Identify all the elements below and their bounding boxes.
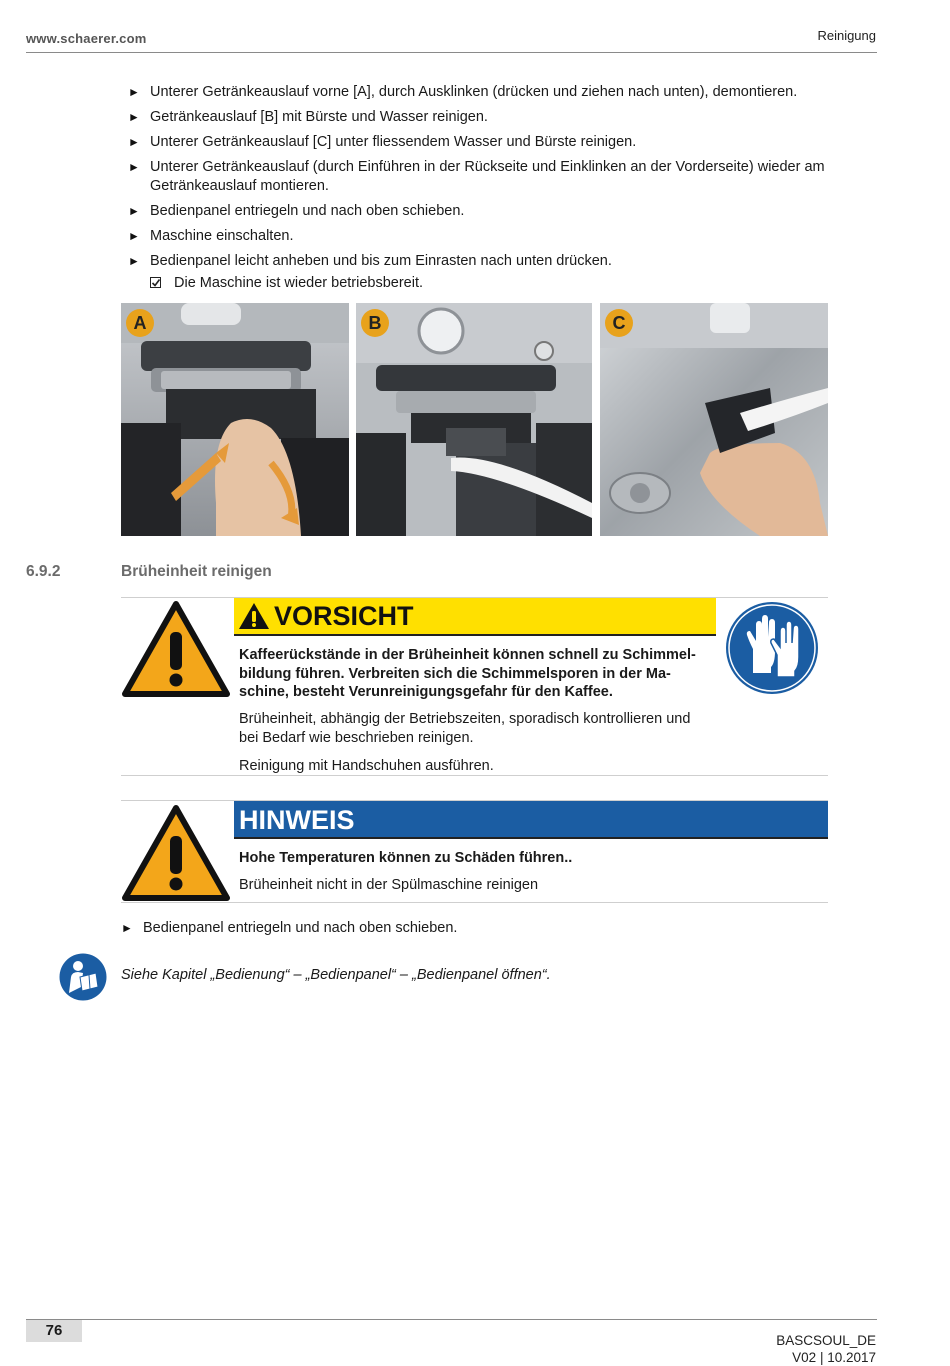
page-number: 76 [26, 1320, 82, 1342]
list-item [128, 227, 873, 246]
caution-bold-line: Kaffeerückstände in der Brüheinheit können schnell zu Schimmel- [239, 647, 696, 663]
arrow-bullet-icon: ► [121, 921, 133, 935]
list-item [128, 158, 873, 195]
arrow-bullet-icon: ► [128, 110, 140, 124]
result-text: Die Maschine ist wieder betriebsbereit. [174, 274, 424, 291]
step-text: Bedienpanel entriegeln und nach oben schieben. [143, 920, 458, 936]
caution-heading: VORSICHT [274, 601, 414, 631]
section-number: 6.9.2 [26, 563, 61, 580]
header-rule [26, 52, 877, 53]
caution-paragraph [239, 710, 719, 747]
caution-header [234, 598, 716, 636]
step-text: Bedienpanel leicht anheben und bis zum Einrasten nach unten drücken. [150, 252, 612, 269]
document-id: BASCSOUL_DE [776, 1333, 876, 1348]
step-list [128, 83, 873, 292]
footer-rule [26, 1319, 877, 1320]
list-item [128, 202, 873, 221]
photo-label-a: A [126, 309, 154, 337]
caution-line: bei Bedarf wie beschrieben reinigen. [239, 729, 474, 746]
notice-text: Brüheinheit nicht in der Spülmaschine reinigen [239, 877, 539, 893]
chapter-title: Reinigung [817, 28, 876, 43]
gloves-icon [725, 601, 819, 700]
step-text: Unterer Getränkeauslauf [C] unter fliessendem Wasser und Bürste reinigen. [150, 134, 637, 150]
step-text: Unterer Getränkeauslauf (durch Einführen in der Rückseite und Einklinken an der Vorderseite) wieder am Getränkeauslauf montieren. [150, 159, 825, 194]
document-version: V02 | 10.2017 [792, 1350, 876, 1365]
result-item [128, 274, 873, 292]
caution-bold-line: schine, besteht Verunreinigungsgefahr für den Kaffee. [239, 684, 613, 700]
warning-triangle-icon [238, 602, 270, 630]
list-item [128, 252, 873, 271]
photo-a [121, 303, 349, 536]
section-title: Brüheinheit reinigen [121, 563, 272, 580]
step-text: Bedienpanel entriegeln und nach oben schieben. [150, 202, 465, 219]
notice-bold-text: Hohe Temperaturen können zu Schäden führen.. [239, 850, 573, 866]
arrow-bullet-icon: ► [128, 135, 140, 149]
caution-gloves-text: Reinigung mit Handschuhen ausführen. [239, 758, 494, 774]
photo-label-b: B [361, 309, 389, 337]
notice-heading: HINWEIS [239, 805, 355, 835]
list-item [128, 108, 873, 127]
website-url: www.schaerer.com [26, 31, 147, 46]
arrow-bullet-icon: ► [128, 253, 140, 268]
manual-reader-icon [59, 953, 107, 1006]
warning-triangle-icon [121, 804, 231, 907]
photo-b [356, 303, 592, 536]
list-item [128, 133, 873, 152]
arrow-bullet-icon: ► [128, 85, 140, 99]
arrow-bullet-icon: ► [128, 228, 140, 243]
caution-bold-line: bildung führen. Verbreiten sich die Schimmelsporen in der Ma- [239, 665, 671, 682]
caution-line: Brüheinheit, abhängig der Betriebszeiten, sporadisch kontrollieren und [239, 711, 691, 727]
photo-label-c: C [605, 309, 633, 337]
notice-bottom-rule [121, 902, 828, 903]
step-text: Maschine einschalten. [150, 227, 294, 244]
photo-c [600, 303, 828, 536]
caution-bottom-rule [121, 775, 828, 776]
warning-triangle-icon [121, 600, 231, 703]
arrow-bullet-icon: ► [128, 160, 140, 174]
chapter-reference: Siehe Kapitel „Bedienung“ – „Bedienpanel“ – „Bedienpanel öffnen“. [121, 967, 551, 983]
arrow-bullet-icon: ► [128, 203, 140, 218]
list-item [121, 919, 821, 938]
notice-header [234, 801, 828, 839]
step-text: Getränkeauslauf [B] mit Bürste und Wasser reinigen. [150, 109, 488, 125]
checkbox-icon [150, 277, 161, 288]
step-text: Unterer Getränkeauslauf vorne [A], durch Ausklinken (drücken und ziehen nach unten), demontieren. [150, 84, 798, 100]
list-item [128, 83, 873, 102]
caution-bold-text [239, 646, 714, 702]
